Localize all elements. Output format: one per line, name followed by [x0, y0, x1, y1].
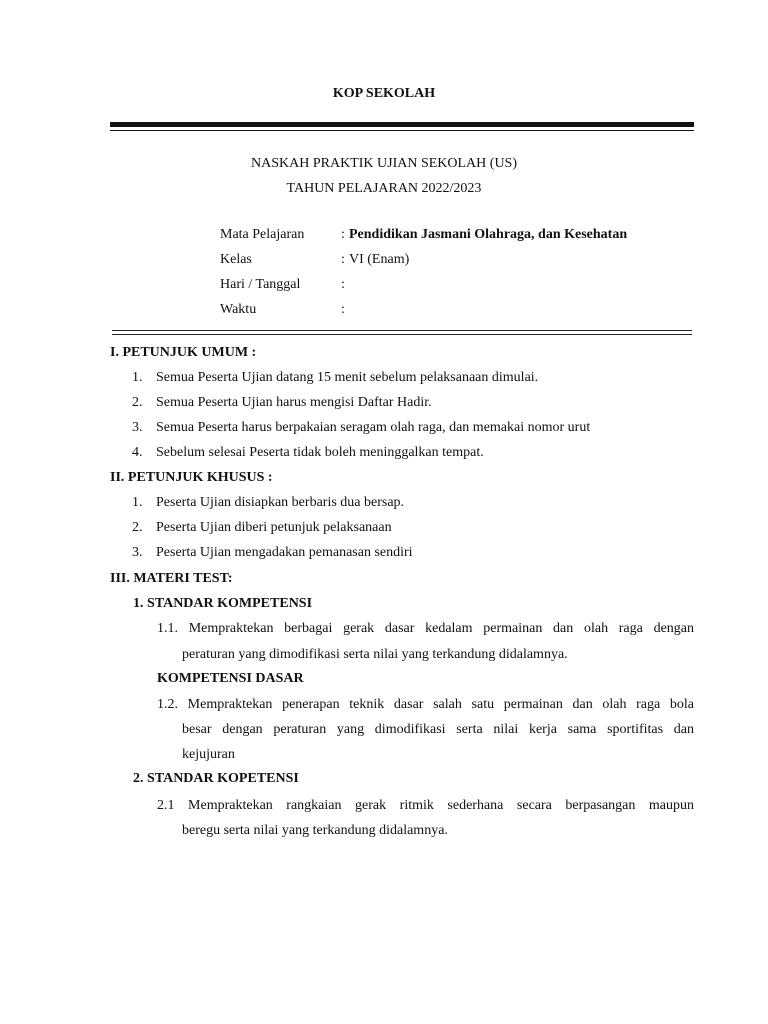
- kompetensi-dasar-heading: KOMPETENSI DASAR: [157, 671, 304, 686]
- list-item: Peserta Ujian mengadakan pemanasan sendiri: [156, 545, 413, 560]
- paragraph-1-2-line-3: kejujuran: [182, 747, 235, 762]
- list-item: Peserta Ujian disiapkan berbaris dua bersap.: [156, 495, 405, 510]
- list-item-number: 1.: [132, 370, 143, 385]
- document-subtitle: TAHUN PELAJARAN 2022/2023: [286, 181, 482, 196]
- info-sep-kelas: :: [341, 252, 345, 267]
- paragraph-2-1-line-2: beregu serta nilai yang terkandung didalamnya.: [182, 823, 448, 838]
- header-rule-thick: [110, 122, 694, 127]
- list-item: Semua Peserta Ujian datang 15 menit sebelum pelaksanaan dimulai.: [156, 370, 539, 385]
- info-label-hari: Hari / Tanggal: [220, 277, 301, 292]
- info-sep-mapel: :: [341, 227, 345, 242]
- kop-sekolah-heading: KOP SEKOLAH: [332, 86, 436, 101]
- paragraph-2-1-line-1: 2.1 Mempraktekan rangkaian gerak ritmik sederhana secara berpasangan maupun: [157, 798, 694, 813]
- double-line-separator: [112, 330, 692, 335]
- paragraph-1-1-line-2: peraturan yang dimodifikasi serta nilai yang terkandung didalamnya.: [182, 647, 568, 662]
- info-value-kelas: VI (Enam): [349, 252, 410, 267]
- list-item: Semua Peserta harus berpakaian seragam olah raga, dan memakai nomor urut: [156, 420, 591, 435]
- list-item: Sebelum selesai Peserta tidak boleh meninggalkan tempat.: [156, 445, 484, 460]
- info-sep-hari: :: [341, 277, 345, 292]
- list-item-number: 3.: [132, 545, 143, 560]
- list-item: Semua Peserta Ujian harus mengisi Daftar Hadir.: [156, 395, 432, 410]
- list-item-number: 1.: [132, 495, 143, 510]
- info-sep-waktu: :: [341, 302, 345, 317]
- info-label-mapel: Mata Pelajaran: [220, 227, 305, 242]
- header-rule-thin: [110, 130, 694, 131]
- section-2-heading: II. PETUNJUK KHUSUS :: [110, 470, 273, 485]
- list-item-number: 2.: [132, 520, 143, 535]
- paragraph-1-1-line-1: 1.1. Mempraktekan berbagai gerak dasar kedalam permainan dan olah raga dengan: [157, 621, 694, 636]
- list-item: Peserta Ujian diberi petunjuk pelaksanaan: [156, 520, 392, 535]
- info-value-mapel: Pendidikan Jasmani Olahraga, dan Kesehatan: [349, 227, 628, 242]
- standar-kompetensi-2-heading: 2. STANDAR KOPETENSI: [133, 771, 299, 786]
- paragraph-1-2-line-2: besar dengan peraturan yang dimodifikasi serta nilai kerja sama sportifitas dan: [182, 722, 694, 737]
- section-1-heading: I. PETUNJUK UMUM :: [110, 345, 257, 360]
- list-item-number: 2.: [132, 395, 143, 410]
- section-3-heading: III. MATERI TEST:: [110, 571, 233, 586]
- standar-kompetensi-1-heading: 1. STANDAR KOMPETENSI: [133, 596, 313, 611]
- list-item-number: 3.: [132, 420, 143, 435]
- document-title: NASKAH PRAKTIK UJIAN SEKOLAH (US): [251, 156, 517, 171]
- paragraph-1-2-line-1: 1.2. Mempraktekan penerapan teknik dasar salah satu permainan dan olah raga bola: [157, 697, 694, 712]
- info-label-kelas: Kelas: [220, 252, 252, 267]
- info-label-waktu: Waktu: [220, 302, 257, 317]
- list-item-number: 4.: [132, 445, 143, 460]
